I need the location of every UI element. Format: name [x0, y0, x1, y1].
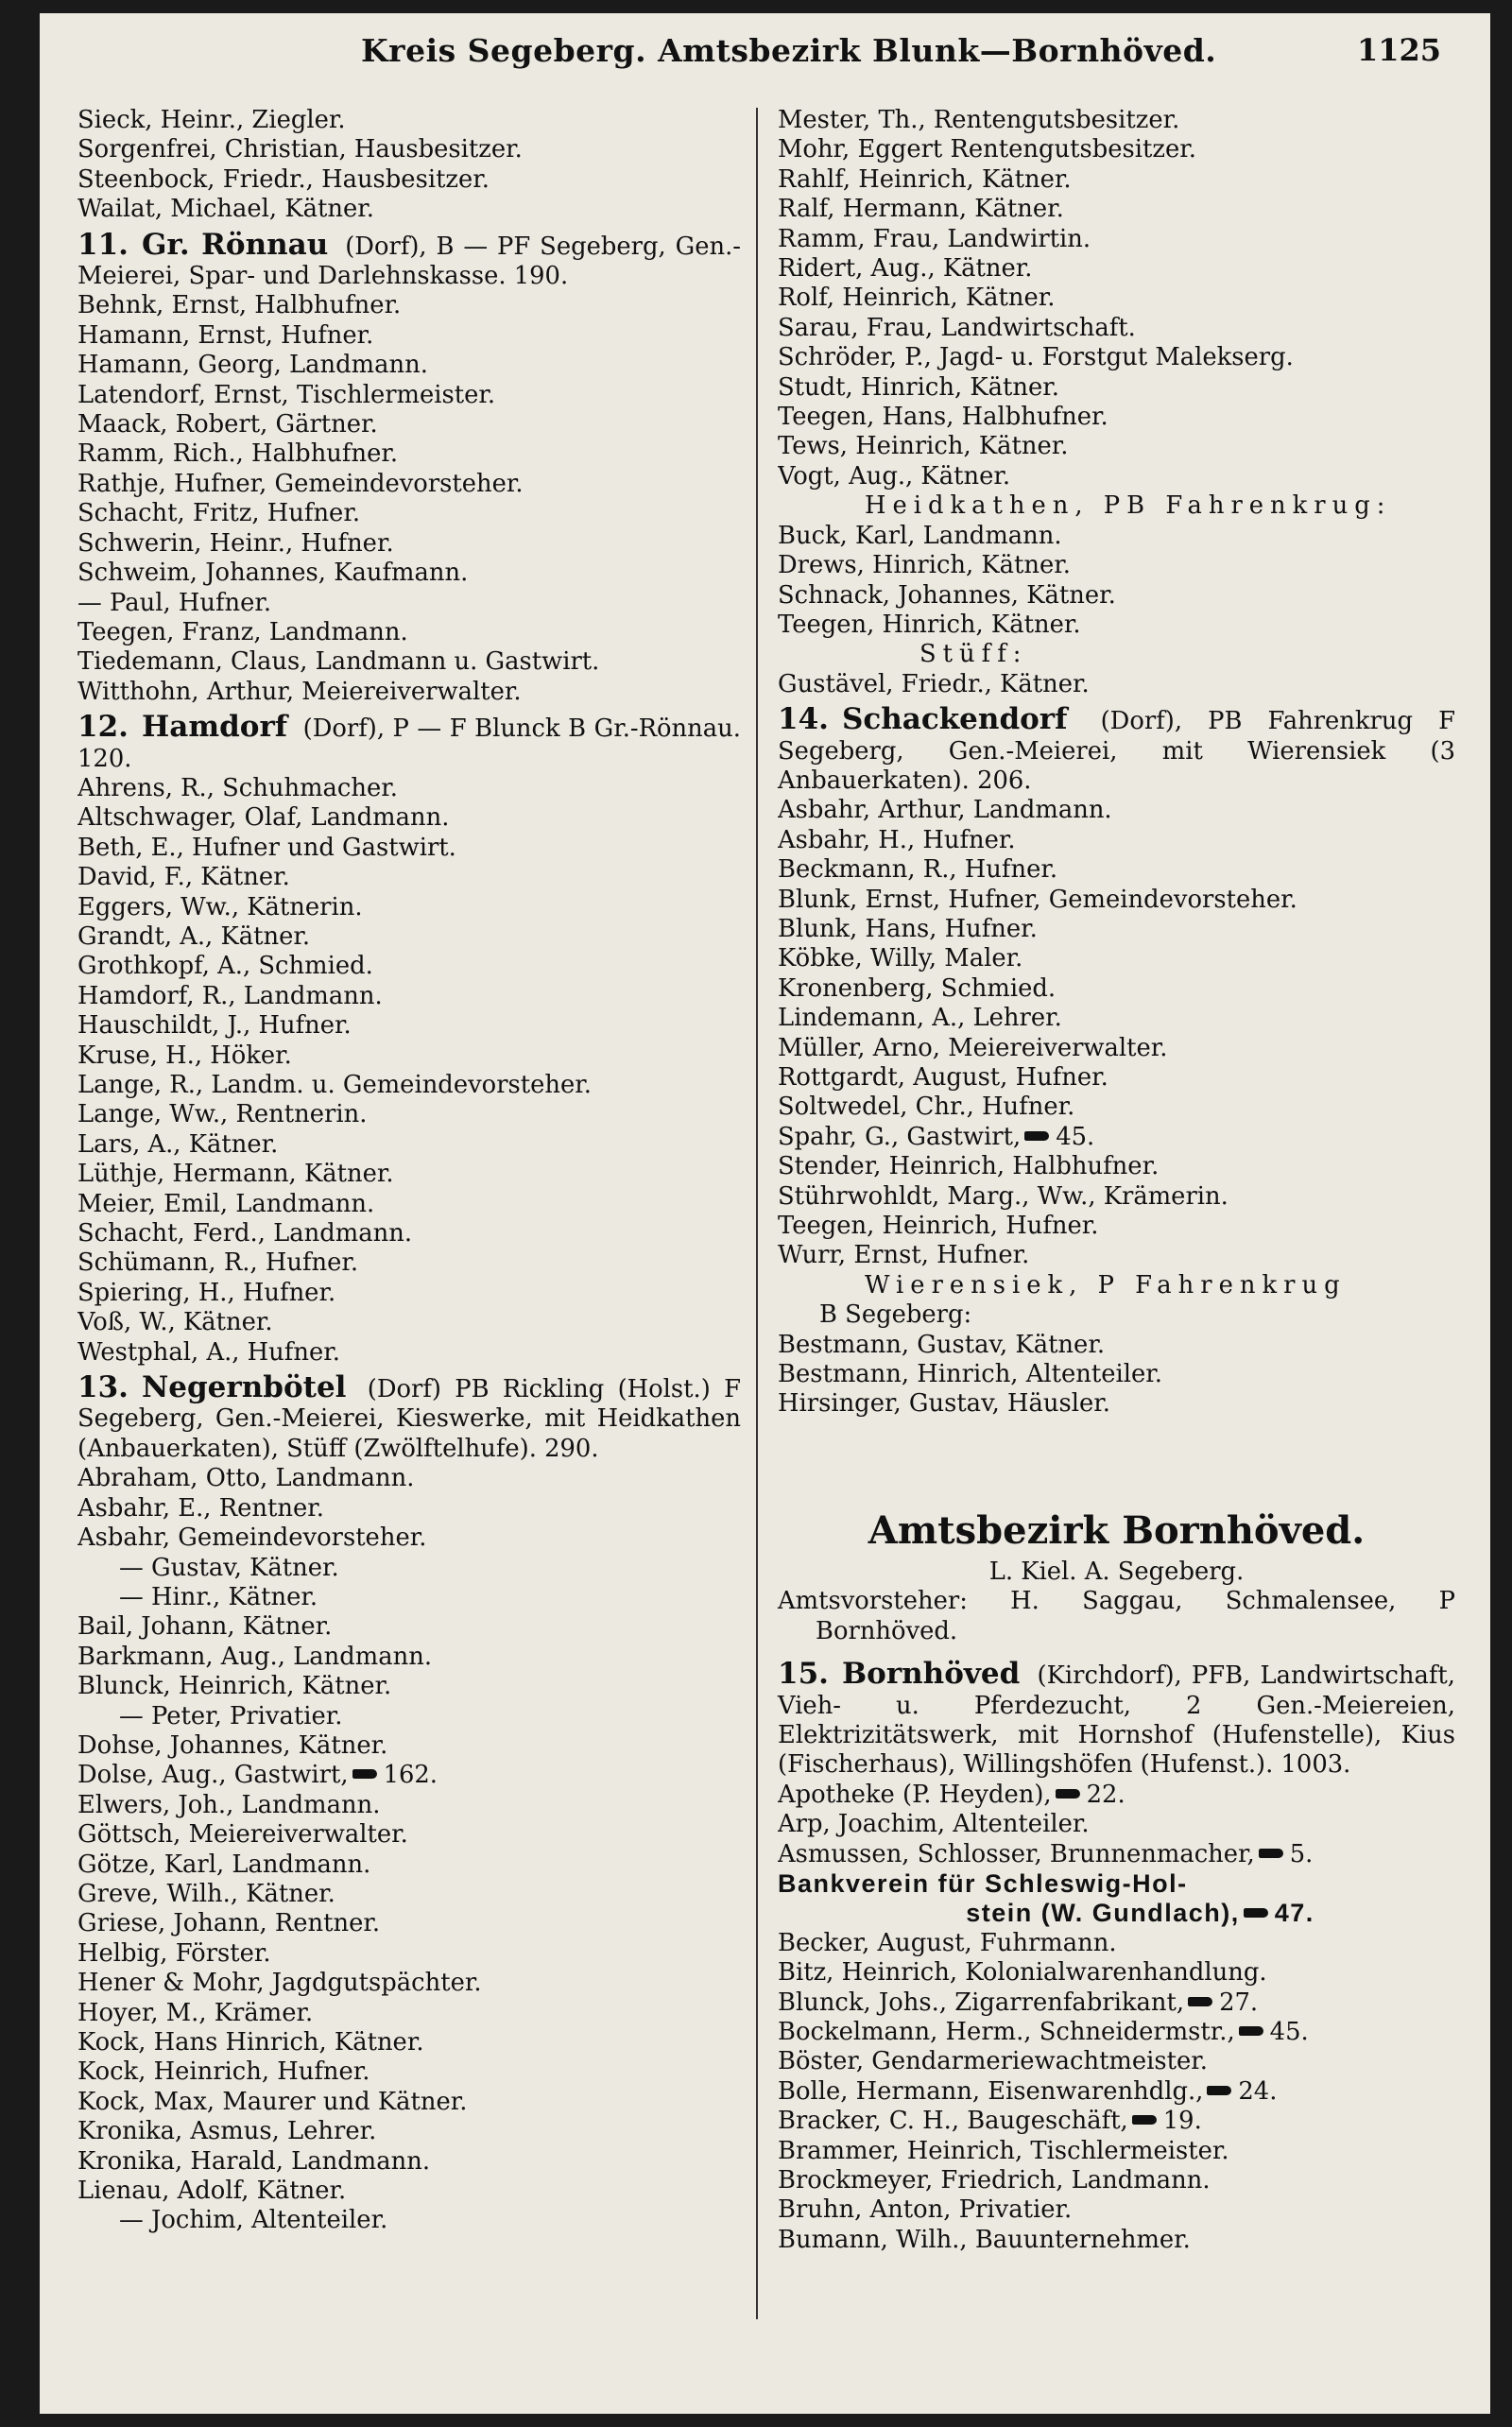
- phone-number: 5.: [1289, 1839, 1314, 1868]
- entry: — Gustav, Kätner.: [119, 1553, 339, 1582]
- entry-text: Dolse, Aug., Gastwirt,: [77, 1761, 349, 1790]
- phone-number: 45.: [1056, 1122, 1095, 1151]
- entry: Hamann, Ernst, Hufner.: [77, 320, 374, 350]
- bank-line-2: [778, 1899, 1455, 1928]
- entry: — Peter, Privatier.: [119, 1701, 343, 1730]
- entry-with-phone: [778, 1123, 1455, 1152]
- entry-with-phone: [778, 1781, 1455, 1810]
- entry: Mester, Th., Rentengutsbesitzer.: [778, 106, 1180, 134]
- entry: Wurr, Ernst, Hufner.: [778, 1241, 1030, 1270]
- entry: Asbahr, Arthur, Landmann.: [778, 796, 1112, 825]
- entry: Schacht, Fritz, Hufner.: [77, 499, 361, 528]
- entry: Asbahr, Gemeindevorsteher.: [77, 1523, 427, 1553]
- entry: Kock, Heinrich, Hufner.: [77, 2057, 370, 2087]
- entry: Grandt, A., Kätner.: [77, 921, 311, 951]
- entry: Studt, Hinrich, Kätner.: [778, 372, 1059, 402]
- phone-number: 162.: [383, 1761, 438, 1790]
- left-column: [77, 106, 741, 2236]
- entry: Tiedemann, Claus, Landmann u. Gastwirt.: [77, 647, 600, 677]
- entry: Teegen, Franz, Landmann.: [77, 617, 408, 646]
- entry: Lienau, Adolf, Kätner.: [77, 2177, 347, 2206]
- entry: Arp, Joachim, Altenteiler.: [778, 1810, 1090, 1839]
- subplace-heading: Heidkathen, PB Fahrenkrug:: [865, 491, 1392, 521]
- entry: Kronika, Asmus, Lehrer.: [77, 2117, 377, 2146]
- entry: Maack, Robert, Gärtner.: [77, 410, 378, 439]
- entry: Kock, Hans Hinrich, Kätner.: [77, 2028, 424, 2057]
- entry: Behnk, Ernst, Halbhufner.: [77, 291, 402, 320]
- entry: Wailat, Michael, Kätner.: [77, 195, 374, 224]
- entry: Schümann, R., Hufner.: [77, 1248, 359, 1278]
- section-description: (Dorf), B — PF Segeberg, Gen.-Meierei, Spar- und Darlehnskasse. 190.: [77, 232, 742, 291]
- entry: Abraham, Otto, Landmann.: [77, 1464, 415, 1493]
- amtsvorsteher: Amtsvorsteher: H. Saggau, Schmalensee, P Bornhöved.: [778, 1587, 1455, 1645]
- entry: Griese, Johann, Rentner.: [77, 1909, 381, 1938]
- entry: Spiering, H., Hufner.: [77, 1278, 336, 1307]
- phone-number: 19.: [1162, 2107, 1202, 2136]
- entry: Stender, Heinrich, Halbhufner.: [778, 1152, 1160, 1181]
- phone-number: 45.: [1269, 2017, 1309, 2046]
- entry: Barkmann, Aug., Landmann.: [77, 1642, 433, 1671]
- header-title: Kreis Segeberg. Amtsbezirk Blunk—Bornhöved.: [361, 32, 1217, 69]
- entry: Tews, Heinrich, Kätner.: [778, 432, 1069, 461]
- right-column: [778, 106, 1455, 2255]
- place-name: Negernbötel: [141, 1370, 347, 1405]
- section-bornhoeved: [778, 1657, 1456, 1781]
- entry: Rathje, Hufner, Gemeindevorsteher.: [77, 469, 524, 498]
- entry: — Paul, Hufner.: [77, 588, 272, 617]
- entry: Schacht, Ferd., Landmann.: [77, 1219, 413, 1248]
- entry: Brammer, Heinrich, Tischlermeister.: [778, 2136, 1229, 2165]
- entry: Mohr, Eggert Rentengutsbesitzer.: [778, 135, 1196, 164]
- section-number: 14.: [778, 702, 829, 737]
- section-gr-roennau: [77, 227, 742, 292]
- phone-icon: [1184, 1988, 1219, 2017]
- entry: Rolf, Heinrich, Kätner.: [778, 284, 1056, 313]
- entry: Gustävel, Friedr., Kätner.: [778, 669, 1090, 698]
- entry: Teegen, Hinrich, Kätner.: [778, 610, 1081, 639]
- entry-with-phone: [778, 2018, 1455, 2047]
- phone-number: 22.: [1086, 1780, 1125, 1809]
- bank-line-1: Bankverein für Schleswig-Hol-: [778, 1868, 1188, 1898]
- entry: Teegen, Hans, Halbhufner.: [778, 403, 1108, 432]
- entry: Schwerin, Heinr., Hufner.: [77, 528, 394, 558]
- section-description: (Dorf) PB Rickling (Holst.) F Segeberg, Gen.-Meierei, Kieswerke, mit Heidkathen (Anbauerkaten), Stüff (Zwölftelhufe). 290.: [77, 1375, 741, 1463]
- entry: Ramm, Frau, Landwirtin.: [778, 224, 1091, 253]
- entry: Lars, A., Kätner.: [77, 1129, 279, 1159]
- entry: — Jochim, Altenteiler.: [119, 2206, 388, 2235]
- subplace-heading: Stüff:: [919, 640, 1028, 669]
- section-description: (Dorf), PB Fahrenkrug F Segeberg, Gen.-Meierei, mit Wierensiek (3 Anbauerkaten). 206.: [778, 707, 1456, 795]
- entry: Ahrens, R., Schuhmacher.: [77, 773, 398, 802]
- entry-text: Bolle, Hermann, Eisenwarenhdlg.,: [778, 2076, 1204, 2106]
- entry-with-phone: [77, 1761, 741, 1790]
- entry: Bestmann, Hinrich, Altenteiler.: [778, 1360, 1162, 1389]
- subplace-heading: Wierensiek, P Fahrenkrug: [865, 1270, 1347, 1300]
- entry-text: Asmussen, Schlosser, Brunnenmacher,: [778, 1839, 1255, 1868]
- entry: Westphal, A., Hufner.: [77, 1337, 340, 1367]
- entry-text: Bracker, C. H., Baugeschäft,: [778, 2107, 1128, 2136]
- entry: Voß, W., Kätner.: [77, 1308, 273, 1337]
- entry: Greve, Wilh., Kätner.: [77, 1879, 335, 1908]
- place-name: Hamdorf: [141, 710, 288, 745]
- entry: Schröder, P., Jagd- u. Forstgut Malekserg.: [778, 343, 1294, 372]
- section-number: 13.: [77, 1370, 129, 1405]
- entry: Beth, E., Hufner und Gastwirt.: [77, 833, 456, 862]
- entry: Hirsinger, Gustav, Häusler.: [778, 1389, 1110, 1419]
- entry: Kronenberg, Schmied.: [778, 973, 1057, 1003]
- entry: Grothkopf, A., Schmied.: [77, 952, 373, 981]
- entry: Blunk, Hans, Hufner.: [778, 914, 1038, 943]
- column-divider: [756, 108, 758, 2319]
- entry-with-phone: [778, 2077, 1455, 2107]
- entry: Blunk, Ernst, Hufner, Gemeindevorsteher.: [778, 885, 1297, 914]
- entry: Bitz, Heinrich, Kolonialwarenhandlung.: [778, 1958, 1267, 1988]
- directory-page: [40, 13, 1490, 2414]
- entry: Buck, Karl, Landmann.: [778, 521, 1062, 550]
- place-name: Bornhöved: [841, 1657, 1021, 1692]
- entry: Steenbock, Friedr., Hausbesitzer.: [77, 164, 490, 194]
- section-negernboetel: [77, 1370, 741, 1464]
- page-number: 1125: [1356, 32, 1441, 68]
- entry: Elwers, Joh., Landmann.: [77, 1790, 381, 1819]
- phone-icon: [349, 1761, 384, 1789]
- entry: Hauschildt, J., Hufner.: [77, 1011, 352, 1041]
- amtsbezirk-subheading: L. Kiel. A. Segeberg.: [988, 1557, 1245, 1586]
- entry: Bruhn, Anton, Privatier.: [778, 2195, 1073, 2225]
- entry: Hoyer, M., Krämer.: [77, 1998, 314, 2027]
- entry: Sarau, Frau, Landwirtschaft.: [778, 313, 1136, 342]
- entry: Eggers, Ww., Kätnerin.: [77, 892, 363, 921]
- section-hamdorf: [77, 710, 741, 774]
- entry: Lindemann, A., Lehrer.: [778, 1004, 1062, 1033]
- entry: Asbahr, H., Hufner.: [778, 825, 1016, 854]
- entry: Drews, Hinrich, Kätner.: [778, 551, 1072, 580]
- entry-with-phone: [778, 1988, 1455, 2018]
- entry: — Hinr., Kätner.: [119, 1582, 318, 1611]
- entry-with-phone: [778, 2107, 1455, 2136]
- entry: Hamdorf, R., Landmann.: [77, 981, 383, 1010]
- entry: Asbahr, E., Rentner.: [77, 1493, 324, 1523]
- entry: Rahlf, Heinrich, Kätner.: [778, 164, 1072, 194]
- entry: Soltwedel, Chr., Hufner.: [778, 1093, 1075, 1122]
- section-description: (Kirchdorf), PFB, Landwirtschaft, Vieh- u. Pferdezucht, 2 Gen.-Meiereien, Elektrizitätswerk, mit Hornshof (Hufenstelle), Kius (Fischerhaus), Willingshöfen (Hufenst.). 1003.: [778, 1661, 1456, 1780]
- entry: Böster, Gendarmeriewachtmeister.: [778, 2047, 1208, 2076]
- phone-icon: [1052, 1781, 1087, 1809]
- entry: Kruse, H., Höker.: [77, 1041, 292, 1070]
- phone-icon: [1128, 2107, 1163, 2135]
- entry: Lange, R., Landm. u. Gemeindevorsteher.: [77, 1071, 592, 1099]
- entry: Hamann, Georg, Landmann.: [77, 351, 428, 380]
- page-header: [40, 32, 1490, 79]
- entry: Witthohn, Arthur, Meiereiverwalter.: [77, 677, 522, 706]
- section-description: (Dorf), P — F Blunck B Gr.-Rönnau. 120.: [77, 714, 741, 773]
- entry: David, F., Kätner.: [77, 863, 290, 892]
- entry-text: Apotheke (P. Heyden),: [778, 1780, 1052, 1809]
- entry: Lüthje, Hermann, Kätner.: [77, 1160, 394, 1189]
- bank-name: stein (W. Gundlach),: [966, 1899, 1240, 1928]
- entry: Bestmann, Gustav, Kätner.: [778, 1330, 1106, 1359]
- entry: Hener & Mohr, Jagdgutspächter.: [77, 1969, 482, 1998]
- subplace-heading-cont: B Segeberg:: [819, 1300, 972, 1330]
- phone-icon: [1021, 1123, 1056, 1151]
- entry: Altschwager, Olaf, Landmann.: [77, 803, 450, 833]
- section-number: 11.: [77, 227, 129, 262]
- entry: Bail, Johann, Kätner.: [77, 1612, 333, 1642]
- section-gap: [778, 1646, 1455, 1654]
- entry-text: Blunck, Johs., Zigarrenfabrikant,: [778, 1988, 1185, 2017]
- entry: Dohse, Johannes, Kätner.: [77, 1730, 388, 1760]
- entry-text: Spahr, G., Gastwirt,: [778, 1122, 1022, 1151]
- entry: Rottgardt, August, Hufner.: [778, 1063, 1108, 1092]
- place-name: Schackendorf: [841, 702, 1068, 737]
- section-gap: [778, 1420, 1455, 1497]
- entry: Götze, Karl, Landmann.: [77, 1850, 371, 1879]
- entry: Teegen, Heinrich, Hufner.: [778, 1212, 1099, 1241]
- phone-icon: [1235, 2018, 1270, 2046]
- entry: Brockmeyer, Friedrich, Landmann.: [778, 2166, 1211, 2195]
- entry-text: Bockelmann, Herm., Schneidermstr.,: [778, 2017, 1235, 2046]
- phone-number: 27.: [1219, 1988, 1259, 2017]
- entry: Müller, Arno, Meiereiverwalter.: [778, 1033, 1168, 1062]
- section-number: 12.: [77, 710, 129, 745]
- entry: Helbig, Förster.: [77, 1938, 271, 1968]
- entry: Bumann, Wilh., Bauunternehmer.: [778, 2225, 1191, 2254]
- entry: Ramm, Rich., Halbhufner.: [77, 439, 399, 469]
- section-schackendorf: [778, 702, 1456, 796]
- phone-icon: [1240, 1899, 1275, 1927]
- entry: Blunck, Heinrich, Kätner.: [77, 1672, 392, 1701]
- entry-with-phone: [778, 1840, 1455, 1869]
- entry: Sorgenfrei, Christian, Hausbesitzer.: [77, 135, 523, 164]
- place-name: Gr. Rönnau: [141, 227, 329, 262]
- entry: Kronika, Harald, Landmann.: [77, 2146, 431, 2176]
- entry: Latendorf, Ernst, Tischlermeister.: [77, 380, 496, 409]
- entry: Sieck, Heinr., Ziegler.: [77, 106, 346, 134]
- entry: Stührwohldt, Marg., Ww., Krämerin.: [778, 1181, 1228, 1211]
- entry: Vogt, Aug., Kätner.: [778, 461, 1011, 491]
- entry: Beckmann, R., Hufner.: [778, 855, 1058, 885]
- entry: Meier, Emil, Landmann.: [77, 1189, 375, 1218]
- entry: Ralf, Hermann, Kätner.: [778, 195, 1064, 224]
- entry: Schweim, Johannes, Kaufmann.: [77, 559, 469, 588]
- entry: Lange, Ww., Rentnerin.: [77, 1100, 368, 1129]
- entry: Becker, August, Fuhrmann.: [778, 1928, 1117, 1957]
- phone-number: 24.: [1238, 2076, 1278, 2106]
- entry: Kock, Max, Maurer und Kätner.: [77, 2087, 468, 2116]
- entry: Ridert, Aug., Kätner.: [778, 254, 1033, 284]
- amtsbezirk-heading: Amtsbezirk Bornhöved.: [868, 1507, 1366, 1553]
- phone-number: 47.: [1274, 1899, 1314, 1928]
- section-number: 15.: [778, 1657, 829, 1692]
- phone-icon: [1203, 2077, 1238, 2106]
- entry: Köbke, Willy, Maler.: [778, 944, 1023, 973]
- entry: Schnack, Johannes, Kätner.: [778, 580, 1116, 610]
- phone-icon: [1255, 1840, 1290, 1868]
- entry: Göttsch, Meiereiverwalter.: [77, 1820, 408, 1850]
